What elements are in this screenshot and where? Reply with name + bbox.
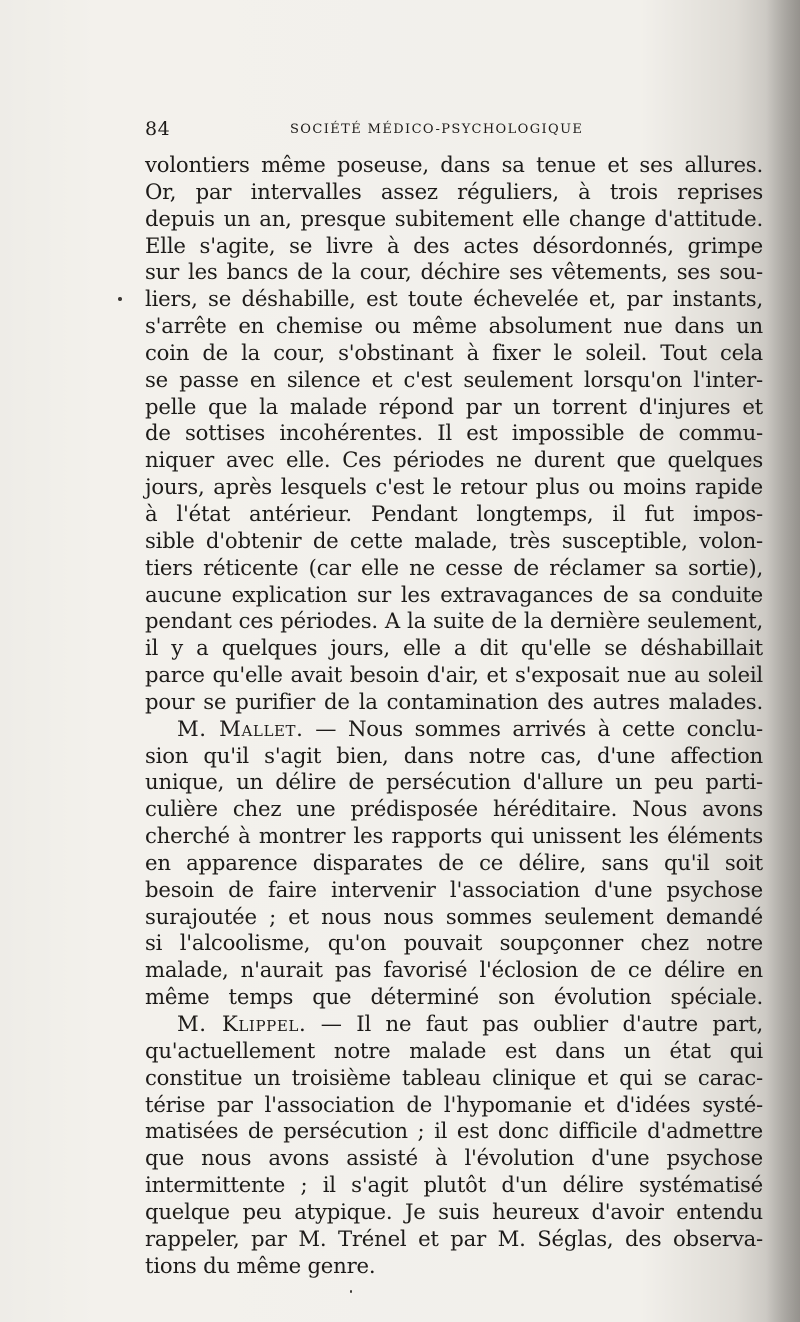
- text-line: sible d'obtenir de cette malade, très susceptible, volon-: [145, 527, 763, 553]
- text-line-final: tions du même genre.: [145, 1252, 376, 1278]
- text-line: niquer avec elle. Ces périodes ne durent que quelques: [145, 447, 763, 473]
- text-line: intermittente ; il s'agit plutôt d'un délire systématisé: [145, 1172, 763, 1198]
- mallet-first-line: [145, 716, 763, 743]
- text-line: il y a quelques jours, elle a dit qu'elle se déshabillait: [145, 635, 763, 661]
- text-line: pendant ces périodes. A la suite de la dernière seulement,: [145, 608, 763, 634]
- klippel-first-line: [145, 1011, 763, 1038]
- text-line: se passe en silence et c'est seulement lorsqu'on l'inter-: [145, 366, 763, 392]
- text-line: même temps que déterminé son évolution spéciale.: [145, 984, 763, 1010]
- mallet-first-line-text: — Nous sommes arrivés à cette conclu-: [303, 715, 763, 741]
- text-line: quelque peu atypique. Je suis heureux d'avoir entendu: [145, 1198, 763, 1224]
- text-line: sur les bancs de la cour, déchire ses vêtements, ses sou-: [145, 259, 763, 285]
- text-line: jours, après lesquels c'est le retour plus ou moins rapide: [145, 474, 763, 500]
- speaker-mallet: M. Mallet.: [177, 715, 304, 741]
- text-line: depuis un an, presque subitement elle change d'attitude.: [145, 205, 763, 231]
- text-line: culière chez une prédisposée héréditaire. Nous avons: [145, 796, 763, 822]
- body-text: [145, 152, 763, 1279]
- text-line: térise par l'association de l'hypomanie et d'idées systé-: [145, 1091, 763, 1117]
- text-line: pour se purifier de la contamination des autres malades.: [145, 688, 763, 714]
- text-line: volontiers même poseuse, dans sa tenue et ses allures.: [145, 152, 763, 177]
- text-line: si l'alcoolisme, qu'on pouvait soupçonner chez notre: [145, 930, 763, 956]
- text-line: de sottises incohérentes. Il est impossible de commu-: [145, 420, 763, 446]
- text-line: en apparence disparates de ce délire, sans qu'il soit: [145, 849, 763, 875]
- klippel-first-line-text: — Il ne faut pas oublier d'autre part,: [306, 1011, 764, 1036]
- text-line: constitue un troisième tableau clinique et qui se carac-: [145, 1064, 763, 1090]
- text-line: unique, un délire de persécution d'allure un peu parti-: [145, 769, 763, 795]
- text-line: que nous avons assisté à l'évolution d'une psychose: [145, 1145, 763, 1171]
- text-line: qu'actuellement notre malade est dans un état qui: [145, 1037, 763, 1063]
- page-number: 84: [145, 118, 171, 140]
- running-title: SOCIÉTÉ MÉDICO-PSYCHOLOGIQUE: [290, 122, 584, 137]
- page-edge-shadow: [766, 0, 800, 1322]
- text-line: à l'état antérieur. Pendant longtemps, il fut impos-: [145, 500, 763, 526]
- text-line: aucune explication sur les extravagances de sa conduite: [145, 581, 763, 607]
- text-line: rappeler, par M. Trénel et par M. Séglas, des observa-: [145, 1225, 763, 1251]
- text-line: coin de la cour, s'obstinant à fixer le soleil. Tout cela: [145, 339, 763, 365]
- ink-speck: [350, 1290, 352, 1293]
- text-line: s'arrête en chemise ou même absolument nue dans un: [145, 313, 763, 339]
- page-header: [145, 118, 765, 148]
- text-line: tiers réticente (car elle ne cesse de réclamer sa sortie),: [145, 554, 763, 580]
- text-line: parce qu'elle avait besoin d'air, et s'exposait nue au soleil: [145, 662, 763, 688]
- text-line: sion qu'il s'agit bien, dans notre cas, d'une affection: [145, 742, 763, 768]
- text-line: surajoutée ; et nous nous sommes seulement demandé: [145, 903, 763, 929]
- text-line: matisées de persécution ; il est donc difficile d'admettre: [145, 1118, 763, 1144]
- text-line: malade, n'aurait pas favorisé l'éclosion de ce délire en: [145, 957, 763, 983]
- text-line: Or, par intervalles assez réguliers, à trois reprises: [145, 178, 763, 204]
- text-line: cherché à montrer les rapports qui unissent les éléments: [145, 823, 763, 849]
- speaker-klippel: M. Klippel.: [177, 1011, 307, 1036]
- ink-speck: [118, 297, 122, 301]
- text-line: Elle s'agite, se livre à des actes désordonnés, grimpe: [145, 232, 763, 258]
- text-line: pelle que la malade répond par un torrent d'injures et: [145, 393, 763, 419]
- text-line: liers, se déshabille, est toute échevelée et, par instants,: [145, 286, 763, 312]
- text-line: besoin de faire intervenir l'association d'une psychose: [145, 876, 763, 902]
